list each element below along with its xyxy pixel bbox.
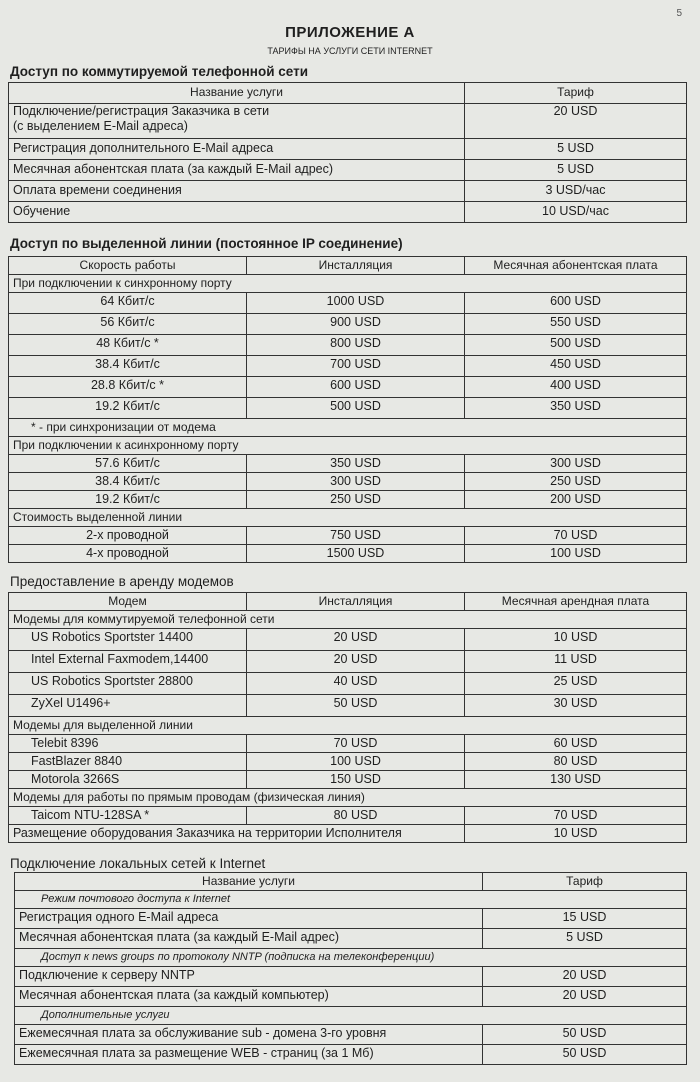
fee-cell: 250 USD: [465, 473, 687, 491]
group-row: [9, 789, 687, 807]
dialup-tariff-table: [8, 82, 687, 223]
speed-cell: 19.2 Кбит/с: [9, 491, 247, 509]
footnote: * - при синхронизации от модема: [9, 419, 687, 437]
table-row: [9, 104, 687, 139]
table-row: [9, 181, 687, 202]
table-row: [9, 735, 687, 753]
service-price: 20 USD: [483, 987, 687, 1007]
modem-cell: ZyXel U1496+: [9, 695, 247, 717]
service-name: Месячная абонентская плата (за каждый E-Mail адрес): [9, 160, 465, 181]
install-cell: 150 USD: [247, 771, 465, 789]
speed-cell: 48 Кбит/с *: [9, 335, 247, 356]
install-cell: 40 USD: [247, 673, 465, 695]
group-label: Дополнительные услуги: [15, 1007, 687, 1025]
service-price: 50 USD: [483, 1045, 687, 1065]
table-header-row: [9, 83, 687, 104]
install-cell: 1500 USD: [247, 545, 465, 563]
group-row: [9, 437, 687, 455]
group-label: Стоимость выделенной линии: [9, 509, 687, 527]
group-label: Доступ к news groups по протоколу NNTP (подписка на телеконференции): [15, 949, 687, 967]
table-row: [15, 987, 687, 1007]
table-row: [9, 377, 687, 398]
group-row: [9, 611, 687, 629]
table-row: [9, 695, 687, 717]
install-cell: 900 USD: [247, 314, 465, 335]
group-label: Модемы для выделенной линии: [9, 717, 687, 735]
speed-cell: 19.2 Кбит/с: [9, 398, 247, 419]
install-cell: 750 USD: [247, 527, 465, 545]
modem-cell: FastBlazer 8840: [9, 753, 247, 771]
fee-cell: 70 USD: [465, 807, 687, 825]
service-price: 10 USD/час: [465, 202, 687, 223]
header-cell: Инсталляция: [247, 593, 465, 611]
section-title-lan-connection: Подключение локальных сетей к Internet: [10, 856, 266, 871]
install-cell: 50 USD: [247, 695, 465, 717]
group-row: [9, 275, 687, 293]
header-cell: Месячная арендная плата: [465, 593, 687, 611]
table-row: [9, 455, 687, 473]
table-row: [9, 545, 687, 563]
group-row: [15, 891, 687, 909]
service-name: Регистрация одного E-Mail адреса: [15, 909, 483, 929]
table-row: [9, 139, 687, 160]
install-cell: 300 USD: [247, 473, 465, 491]
install-cell: 70 USD: [247, 735, 465, 753]
fee-cell: 350 USD: [465, 398, 687, 419]
service-price: 5 USD: [483, 929, 687, 949]
lan-connection-table: [14, 872, 687, 1065]
service-price: 50 USD: [483, 1025, 687, 1045]
page-number: 5: [676, 8, 682, 19]
header-cell: Тариф: [483, 873, 687, 891]
table-row: [9, 202, 687, 223]
fee-cell: 11 USD: [465, 651, 687, 673]
install-cell: 20 USD: [247, 629, 465, 651]
service-name: Регистрация дополнительного E-Mail адреса: [9, 139, 465, 160]
group-row: [9, 717, 687, 735]
service-price: 3 USD/час: [465, 181, 687, 202]
table-row: [9, 753, 687, 771]
fee-cell: 60 USD: [465, 735, 687, 753]
speed-cell: 38.4 Кбит/с: [9, 473, 247, 491]
fee-cell: 300 USD: [465, 455, 687, 473]
group-row: [15, 1007, 687, 1025]
placement-cell: Размещение оборудования Заказчика на территории Исполнителя: [9, 825, 465, 843]
page-title: ПРИЛОЖЕНИЕ А: [285, 24, 415, 41]
install-cell: 800 USD: [247, 335, 465, 356]
service-name: Подключение/регистрация Заказчика в сети (с выделением E-Mail адреса): [9, 104, 465, 139]
install-cell: 80 USD: [247, 807, 465, 825]
group-label: Модемы для коммутируемой телефонной сети: [9, 611, 687, 629]
modem-cell: US Robotics Sportster 28800: [9, 673, 247, 695]
section-title-modem-rental: Предоставление в аренду модемов: [10, 574, 234, 589]
table-row: [9, 825, 687, 843]
header-cell: Название услуги: [15, 873, 483, 891]
table-row: [9, 651, 687, 673]
table-row: [9, 398, 687, 419]
install-cell: 350 USD: [247, 455, 465, 473]
header-cell: Скорость работы: [9, 257, 247, 275]
table-row: [9, 356, 687, 377]
install-cell: 500 USD: [247, 398, 465, 419]
leased-line-tariff-table: [8, 256, 687, 563]
speed-cell: 57.6 Кбит/с: [9, 455, 247, 473]
table-row: [9, 160, 687, 181]
fee-cell: 550 USD: [465, 314, 687, 335]
header-cell: Инсталляция: [247, 257, 465, 275]
service-price: 20 USD: [465, 104, 687, 139]
header-cell: Модем: [9, 593, 247, 611]
fee-cell: 80 USD: [465, 753, 687, 771]
table-header-row: [9, 593, 687, 611]
speed-cell: 56 Кбит/с: [9, 314, 247, 335]
table-row: [9, 314, 687, 335]
fee-cell: 100 USD: [465, 545, 687, 563]
table-row: [9, 473, 687, 491]
group-row: [15, 949, 687, 967]
fee-cell: 25 USD: [465, 673, 687, 695]
fee-cell: 10 USD: [465, 629, 687, 651]
modem-rental-table: [8, 592, 687, 843]
speed-cell: 2-х проводной: [9, 527, 247, 545]
service-name: Ежемесячная плата за обслуживание sub - домена 3-го уровня: [15, 1025, 483, 1045]
fee-cell: 70 USD: [465, 527, 687, 545]
section-title-leased-line: Доступ по выделенной линии (постоянное IP соединение): [10, 236, 403, 251]
install-cell: 250 USD: [247, 491, 465, 509]
service-price: 5 USD: [465, 139, 687, 160]
table-row: [9, 673, 687, 695]
group-label: При подключении к синхронному порту: [9, 275, 687, 293]
header-cell: Месячная абонентская плата: [465, 257, 687, 275]
install-cell: 20 USD: [247, 651, 465, 673]
group-label: Модемы для работы по прямым проводам (физическая линия): [9, 789, 687, 807]
service-price: 5 USD: [465, 160, 687, 181]
install-cell: 600 USD: [247, 377, 465, 398]
table-row: [9, 527, 687, 545]
service-name: Оплата времени соединения: [9, 181, 465, 202]
note-row: [9, 419, 687, 437]
table-row: [9, 629, 687, 651]
fee-cell: 400 USD: [465, 377, 687, 398]
install-cell: 700 USD: [247, 356, 465, 377]
service-name: Ежемесячная плата за размещение WEB - страниц (за 1 Мб): [15, 1045, 483, 1065]
modem-cell: Taicom NTU-128SA *: [9, 807, 247, 825]
modem-cell: Telebit 8396: [9, 735, 247, 753]
install-cell: 1000 USD: [247, 293, 465, 314]
group-row: [9, 509, 687, 527]
table-header-row: [15, 873, 687, 891]
service-name: Подключение к серверу NNTP: [15, 967, 483, 987]
table-row: [9, 335, 687, 356]
modem-cell: Motorola 3266S: [9, 771, 247, 789]
modem-cell: Intel External Faxmodem,14400: [9, 651, 247, 673]
table-row: [15, 967, 687, 987]
service-name: Месячная абонентская плата (за каждый компьютер): [15, 987, 483, 1007]
fee-cell: 500 USD: [465, 335, 687, 356]
fee-cell: 30 USD: [465, 695, 687, 717]
table-row: [15, 1045, 687, 1065]
page-subtitle: ТАРИФЫ НА УСЛУГИ СЕТИ INTERNET: [267, 46, 433, 56]
service-price: 20 USD: [483, 967, 687, 987]
speed-cell: 38.4 Кбит/с: [9, 356, 247, 377]
modem-cell: US Robotics Sportster 14400: [9, 629, 247, 651]
table-row: [9, 491, 687, 509]
speed-cell: 4-х проводной: [9, 545, 247, 563]
table-row: [15, 1025, 687, 1045]
service-price: 15 USD: [483, 909, 687, 929]
speed-cell: 64 Кбит/с: [9, 293, 247, 314]
fee-cell: 600 USD: [465, 293, 687, 314]
table-row: [15, 909, 687, 929]
service-name: Месячная абонентская плата (за каждый E-Mail адрес): [15, 929, 483, 949]
table-row: [9, 293, 687, 314]
table-header-row: [9, 257, 687, 275]
group-label: При подключении к асинхронному порту: [9, 437, 687, 455]
header-cell: Название услуги: [9, 83, 465, 104]
install-cell: 100 USD: [247, 753, 465, 771]
table-row: [9, 807, 687, 825]
fee-cell: 10 USD: [465, 825, 687, 843]
speed-cell: 28.8 Кбит/с *: [9, 377, 247, 398]
table-row: [15, 929, 687, 949]
service-name: Обучение: [9, 202, 465, 223]
fee-cell: 200 USD: [465, 491, 687, 509]
fee-cell: 130 USD: [465, 771, 687, 789]
section-title-dialup: Доступ по коммутируемой телефонной сети: [10, 64, 308, 79]
header-cell: Тариф: [465, 83, 687, 104]
fee-cell: 450 USD: [465, 356, 687, 377]
group-label: Режим почтового доступа к Internet: [15, 891, 687, 909]
table-row: [9, 771, 687, 789]
